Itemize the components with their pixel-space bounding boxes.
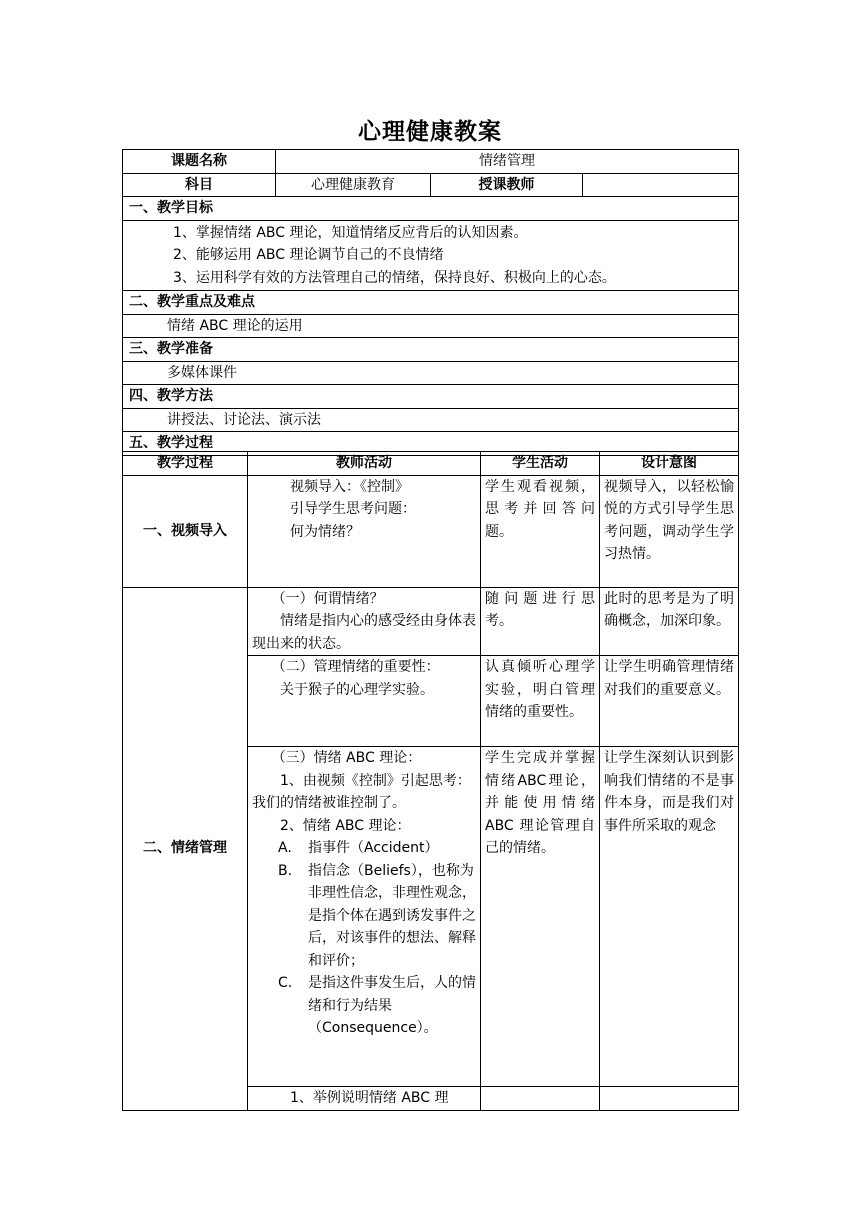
objective-item: 3、运用科学有效的方法管理自己的情绪，保持良好、积极向上的心态。 bbox=[173, 269, 616, 286]
student-activity: 学生完成并掌握情绪ABC理论，并能使用情绪 ABC 理论管理自己的情绪。 bbox=[481, 747, 600, 1087]
design-intent: 让学生深刻认识到影响我们情绪的不是事件本身，而是我们对事件所采取的观念 bbox=[600, 747, 739, 1087]
lesson-plan-header-table bbox=[122, 149, 739, 456]
teacher-subtitle: （三）情绪 ABC 理论： bbox=[271, 750, 422, 766]
list-text: 指事件（Accident） bbox=[308, 840, 439, 856]
page-title: 心理健康教案 bbox=[358, 119, 502, 145]
student-activity: 学生观看视频，思考并回答问题。 bbox=[481, 475, 600, 587]
teacher-activity bbox=[248, 747, 481, 1087]
abc-list-item bbox=[278, 860, 476, 973]
list-text: 是指这件事发生后，人的情绪和行为结果（Consequence）。 bbox=[308, 975, 476, 1036]
objective-item: 2、能够运用 ABC 理论调节自己的不良情绪 bbox=[173, 247, 444, 263]
subject-value: 心理健康教育 bbox=[276, 173, 431, 197]
list-text: 指信念（Beliefs），也称为非理性信念，非理性观念，是指个体在遇到诱发事件之后，对该事件的想法、解释和评价； bbox=[308, 862, 476, 969]
student-activity: 认真倾听心理学实验，明白管理情绪的重要性。 bbox=[481, 656, 600, 747]
stage-name: 一、视频导入 bbox=[123, 475, 248, 587]
objective-item: 1、掌握情绪 ABC 理论，知道情绪反应背后的认知因素。 bbox=[173, 224, 528, 241]
keypoints-heading: 二、教学重点及难点 bbox=[123, 291, 739, 315]
teacher-line: 引导学生思考问题： bbox=[290, 501, 416, 517]
teacher-line: 何为情绪？ bbox=[290, 523, 360, 540]
design-intent bbox=[600, 1087, 739, 1111]
process-heading: 五、教学过程 bbox=[123, 432, 739, 456]
abc-list-item bbox=[278, 972, 476, 1040]
list-marker: A. bbox=[278, 840, 292, 856]
teacher-paragraph: 情绪是指内心的感受经由身体表现出来的状态。 bbox=[252, 613, 476, 652]
design-intent: 让学生明确管理情绪对我们的重要意义。 bbox=[600, 656, 739, 747]
list-marker: C. bbox=[278, 975, 293, 991]
preparation-content: 多媒体课件 bbox=[123, 361, 739, 385]
teacher-paragraph: 1、由视频《控制》引起思考：我们的情绪被谁控制了。 bbox=[252, 772, 471, 811]
column-header-stage: 教学过程 bbox=[123, 452, 248, 476]
column-header-student: 学生活动 bbox=[481, 452, 600, 476]
teacher-subtitle: （二）管理情绪的重要性： bbox=[271, 659, 440, 675]
teacher-paragraph: 关于猴子的心理学实验。 bbox=[280, 681, 434, 698]
methods-content: 讲授法、讨论法、演示法 bbox=[123, 408, 739, 432]
teacher-activity bbox=[248, 656, 481, 747]
subject-label: 科目 bbox=[123, 173, 276, 197]
teacher-subtitle: （一）何谓情绪？ bbox=[271, 590, 384, 607]
list-marker: B. bbox=[278, 862, 293, 879]
teacher-activity: 1、举例说明情绪 ABC 理 bbox=[248, 1087, 481, 1111]
student-activity bbox=[481, 1087, 600, 1111]
teacher-paragraph: 2、情绪 ABC 理论： bbox=[280, 817, 411, 834]
objectives-heading: 一、教学目标 bbox=[123, 197, 739, 221]
design-intent: 视频导入，以轻松愉悦的方式引导学生思考问题，调动学生学习热情。 bbox=[600, 475, 739, 587]
abc-list bbox=[252, 837, 476, 1040]
teacher-label: 授课教师 bbox=[431, 173, 583, 197]
abc-list-item bbox=[278, 837, 476, 860]
student-activity: 随问题进行思考。 bbox=[481, 587, 600, 656]
preparation-heading: 三、教学准备 bbox=[123, 338, 739, 362]
methods-heading: 四、教学方法 bbox=[123, 385, 739, 409]
topic-value: 情绪管理 bbox=[276, 150, 739, 174]
objectives-list bbox=[123, 220, 739, 291]
teaching-process-table bbox=[122, 451, 739, 1111]
teacher-line: 视频导入：《控制》 bbox=[290, 478, 409, 495]
column-header-intent: 设计意图 bbox=[600, 452, 739, 476]
teacher-activity bbox=[248, 475, 481, 587]
teacher-activity bbox=[248, 587, 481, 656]
topic-label: 课题名称 bbox=[123, 150, 276, 174]
column-header-teacher: 教师活动 bbox=[248, 452, 481, 476]
stage-name: 二、情绪管理 bbox=[123, 587, 248, 1110]
design-intent: 此时的思考是为了明确概念，加深印象。 bbox=[600, 587, 739, 656]
teacher-value bbox=[583, 173, 739, 197]
keypoints-content: 情绪 ABC 理论的运用 bbox=[123, 314, 739, 338]
